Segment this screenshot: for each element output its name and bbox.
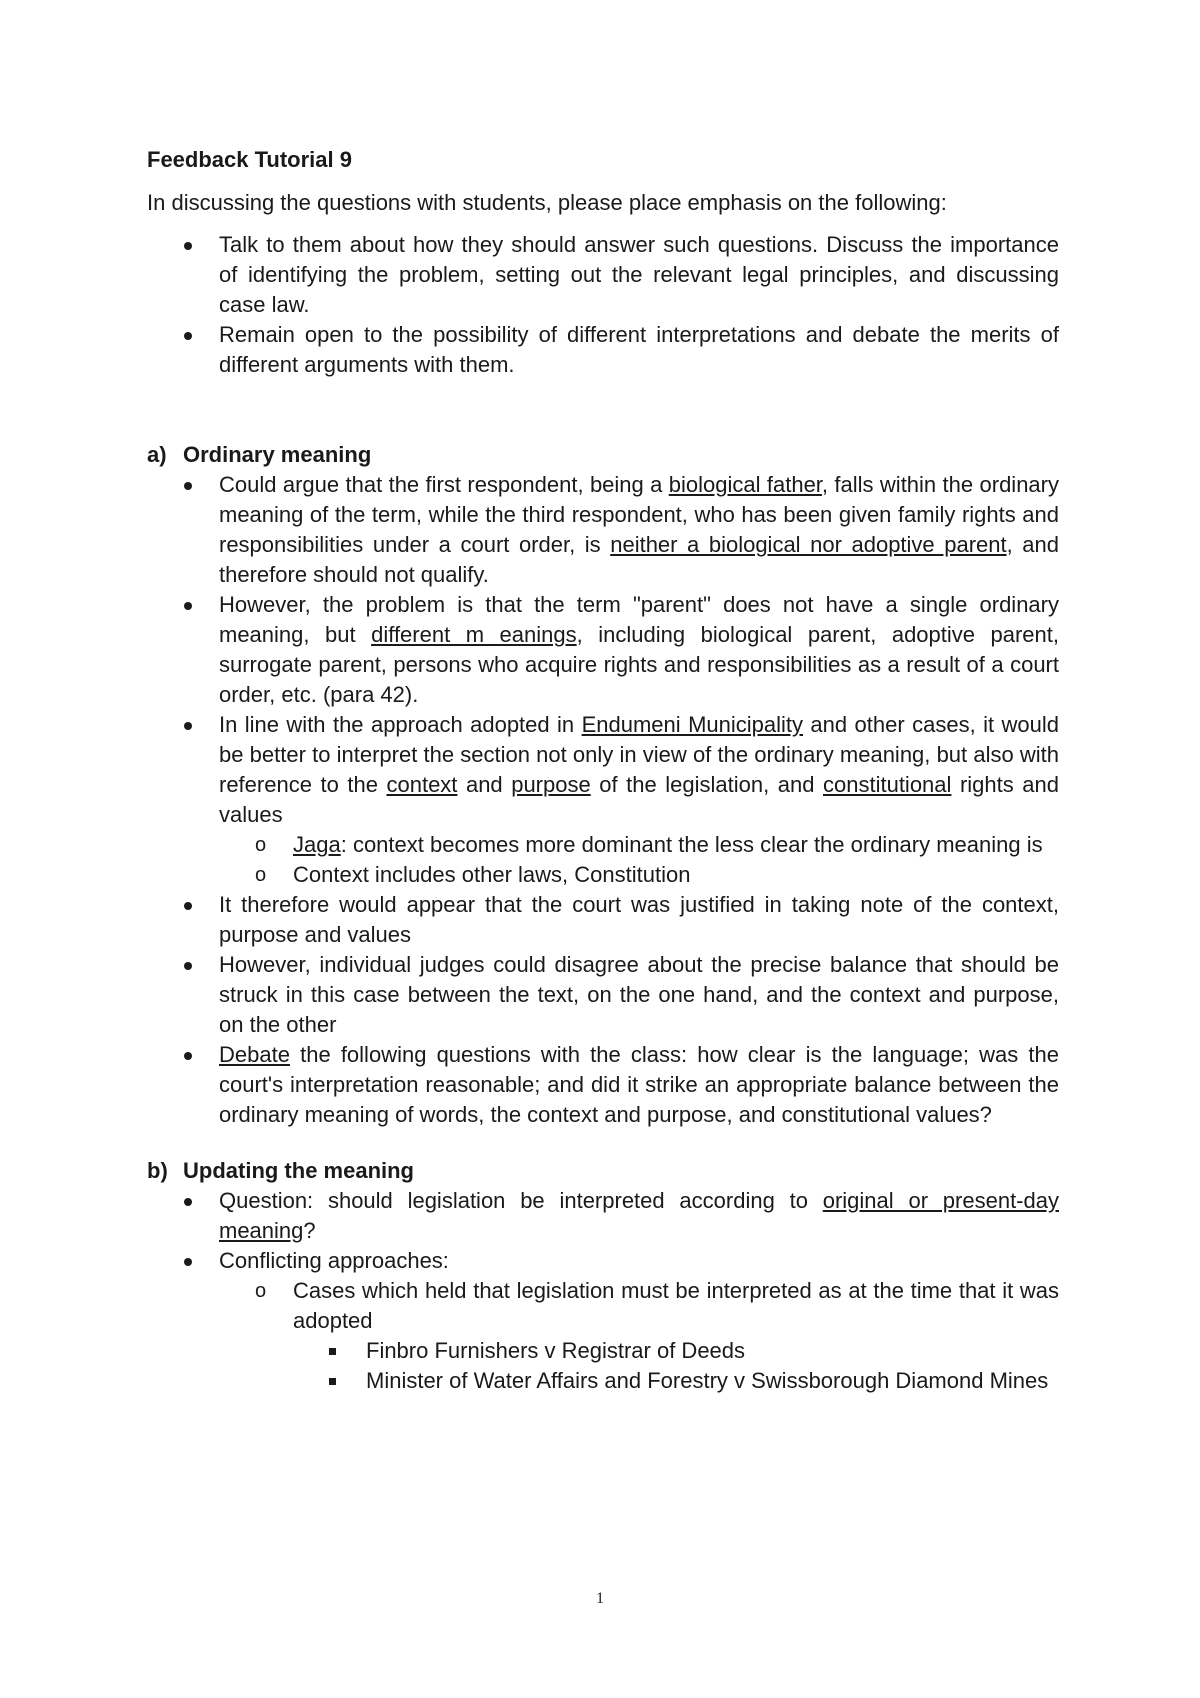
document-page <box>147 131 1059 1396</box>
page-number: 1 <box>596 1590 604 1607</box>
list-item: However, the problem is that the term "parent" does not have a single ordinary meaning, but different m eanings, including biological parent, adoptive parent, surrogate parent, persons who acquire rights and responsibilities as a result of a court order, etc. (para 42). <box>147 590 1059 710</box>
list-item: It therefore would appear that the court was justified in taking note of the context, purpose and values <box>147 890 1059 950</box>
sub-list-item: o Cases which held that legislation must be interpreted as at the time that it was adopted <box>255 1278 1059 1333</box>
underlined-term: Jaga <box>293 832 341 857</box>
underlined-term: Endumeni Municipality <box>581 712 804 737</box>
circle-bullet-icon: o <box>255 864 267 886</box>
sub-list-item: o Jaga: context becomes more dominant the less clear the ordinary meaning is <box>147 830 1059 860</box>
list-item: Conflicting approaches: <box>147 1246 1059 1276</box>
list-item: However, individual judges could disagree about the precise balance that should be struck in this case between the text, on the one hand, and the context and purpose, on the other <box>147 950 1059 1040</box>
intro-bullet-list <box>147 230 1059 380</box>
section-b-list <box>147 1186 1059 1396</box>
section-label: a) <box>147 442 167 467</box>
case-list-item: Finbro Furnishers v Registrar of Deeds <box>147 1336 1059 1366</box>
list-item: Debate the following questions with the class: how clear is the language; was the court's interpretation reasonable; and did it strike an appropriate balance between the ordinary meaning of words, the context and purpose, and constitutional values? <box>147 1040 1059 1130</box>
circle-bullet-icon: o <box>255 834 267 856</box>
underlined-term: neither a biological nor adoptive parent <box>610 532 1007 557</box>
list-item: Question: should legislation be interpreted according to original or present-day meaning? <box>147 1186 1059 1246</box>
underlined-term: Debate <box>219 1042 290 1067</box>
underlined-term: context <box>386 772 458 797</box>
underlined-term: original or present-day meaning <box>219 1188 1059 1243</box>
sub-list-item: o Context includes other laws, Constitution <box>147 860 1059 890</box>
underlined-term: different m eanings <box>371 622 577 647</box>
circle-bullet-icon: o <box>255 1280 267 1302</box>
document-title: Feedback Tutorial 9 <box>147 147 352 172</box>
list-item: In line with the approach adopted in Endumeni Municipality and other cases, it would be better to interpret the section not only in view of the ordinary meaning, but also with reference to the context and purpose of the legislation, and constitutional rights and values <box>147 710 1059 830</box>
list-item: Talk to them about how they should answer such questions. Discuss the importance of identifying the problem, setting out the relevant legal principles, and discussing case law. <box>147 230 1059 320</box>
square-bullet-icon <box>329 1378 336 1385</box>
underlined-term: purpose <box>511 772 591 797</box>
list-item: Remain open to the possibility of different interpretations and debate the merits of different arguments with them. <box>147 320 1059 380</box>
section-title: Ordinary meaning <box>183 442 372 467</box>
section-label: b) <box>147 1158 168 1183</box>
square-bullet-icon <box>329 1348 336 1355</box>
section-title: Updating the meaning <box>183 1158 414 1183</box>
section-b-heading <box>147 1156 1059 1186</box>
underlined-term: biological father <box>668 472 822 497</box>
intro-paragraph: In discussing the questions with students, please place emphasis on the following: <box>147 190 947 215</box>
section-a-list <box>147 470 1059 1130</box>
case-list-item: Minister of Water Affairs and Forestry v Swissborough Diamond Mines <box>147 1366 1059 1396</box>
section-a-heading <box>147 440 1059 470</box>
underlined-term: constitutional <box>823 772 952 797</box>
list-item: Could argue that the first respondent, being a biological father, falls within the ordinary meaning of the term, while the third respondent, who has been given family rights and responsibilities under a court order, is neither a biological nor adoptive parent, and therefore should not qualify. <box>147 470 1059 590</box>
